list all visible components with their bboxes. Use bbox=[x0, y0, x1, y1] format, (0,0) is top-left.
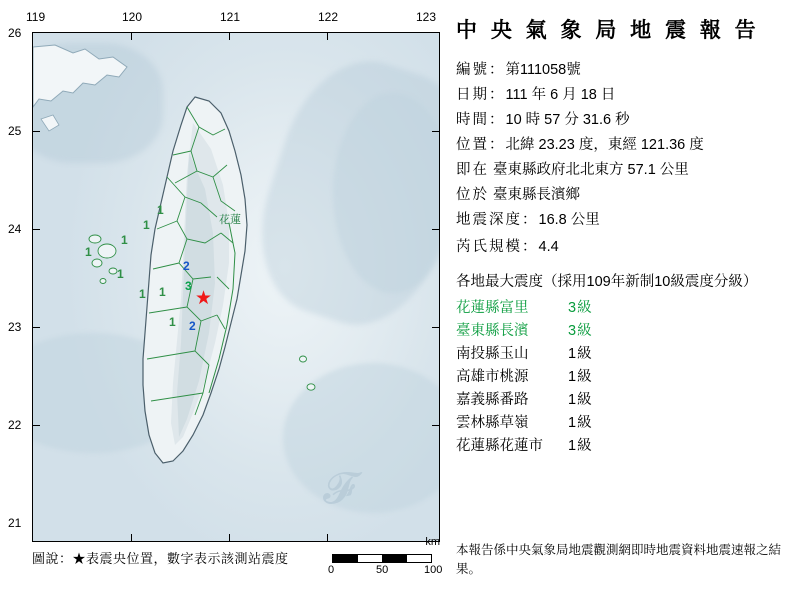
intensity-level: 1級 bbox=[568, 346, 593, 362]
station-intensity: 1 bbox=[85, 245, 92, 259]
field-township-label: 位於 bbox=[456, 187, 489, 203]
field-depth-label: 地震深度： bbox=[456, 212, 539, 228]
epicenter-star-icon: ★ bbox=[195, 288, 213, 309]
field-relative-position-value: 臺東縣政府北北東方 57.1 公里 bbox=[493, 162, 689, 178]
map-legend-caption: 圖說：★表震央位置，數字表示該測站震度 bbox=[32, 551, 289, 566]
field-location bbox=[456, 133, 792, 158]
city-label-hualien: 花蓮 bbox=[219, 214, 241, 226]
field-time-value: 10 時 57 分 31.6 秒 bbox=[505, 112, 630, 128]
y-axis-label-2: 24 bbox=[8, 222, 22, 236]
station-intensity: 1 bbox=[117, 267, 124, 281]
intensity-row bbox=[456, 412, 792, 435]
station-intensity: 1 bbox=[143, 218, 150, 232]
y-axis-label-1: 25 bbox=[8, 124, 22, 138]
field-date bbox=[456, 83, 792, 108]
field-township bbox=[456, 183, 792, 208]
intensity-row bbox=[456, 343, 792, 366]
field-relative-position bbox=[456, 158, 792, 183]
intensity-row bbox=[456, 297, 792, 320]
field-magnitude bbox=[456, 235, 792, 260]
station-intensity: 1 bbox=[169, 315, 176, 329]
field-time-label: 時間： bbox=[456, 112, 506, 128]
intensity-row bbox=[456, 389, 792, 412]
station-intensity: 1 bbox=[159, 285, 166, 299]
scale-tick-0: 0 bbox=[328, 564, 335, 576]
intensity-level: 3級 bbox=[568, 300, 593, 316]
intensity-place: 雲林縣草嶺 bbox=[456, 415, 529, 431]
field-number-value: 第111058號 bbox=[505, 62, 581, 78]
axis-tick bbox=[229, 33, 230, 40]
y-axis-label-0: 26 bbox=[8, 26, 22, 40]
axis-tick bbox=[33, 229, 40, 230]
x-axis-label-2: 121 bbox=[220, 10, 241, 24]
axis-tick bbox=[131, 534, 132, 541]
y-axis-label-3: 23 bbox=[8, 320, 22, 334]
report-panel bbox=[456, 14, 792, 458]
axis-tick bbox=[432, 425, 439, 426]
scale-bar-graphic bbox=[332, 554, 432, 563]
field-depth-value: 16.8 公里 bbox=[538, 212, 600, 228]
field-township-value: 臺東縣長濱鄉 bbox=[493, 187, 581, 203]
field-time bbox=[456, 108, 792, 133]
offshore-islands bbox=[295, 351, 325, 411]
y-axis-label-5: 21 bbox=[8, 516, 22, 530]
x-axis-label-0: 119 bbox=[26, 10, 46, 24]
report-footnote: 本報告係中央氣象局地震觀測網即時地震資料地震速報之結果。 bbox=[456, 543, 782, 576]
axis-tick bbox=[33, 327, 40, 328]
intensity-row bbox=[456, 366, 792, 389]
axis-tick bbox=[327, 33, 328, 40]
station-intensity: 1 bbox=[139, 287, 146, 301]
intensity-row bbox=[456, 435, 792, 458]
field-location-value: 北緯 23.23 度，東經 121.36 度 bbox=[505, 137, 704, 153]
field-date-label: 日期： bbox=[456, 87, 506, 103]
intensity-place: 高雄市桃源 bbox=[456, 369, 529, 385]
station-intensity: 1 bbox=[157, 203, 164, 217]
axis-tick bbox=[327, 534, 328, 541]
field-magnitude-value: 4.4 bbox=[538, 239, 559, 255]
station-intensity: 2 bbox=[183, 259, 190, 273]
intensity-level: 1級 bbox=[568, 392, 593, 408]
axis-tick bbox=[432, 229, 439, 230]
intensity-place: 花蓮縣富里 bbox=[456, 300, 529, 316]
intensity-level: 1級 bbox=[568, 438, 593, 454]
axis-tick bbox=[432, 327, 439, 328]
agency-watermark: 𝓕 bbox=[323, 463, 356, 514]
axis-tick bbox=[432, 131, 439, 132]
scale-unit-label: km bbox=[425, 536, 440, 548]
intensity-place: 嘉義縣番路 bbox=[456, 392, 529, 408]
map-panel bbox=[8, 8, 448, 592]
field-date-value: 111 年 6 月 18 日 bbox=[505, 87, 616, 103]
scale-tick-50: 50 bbox=[376, 564, 389, 576]
intensity-place: 花蓮縣花蓮市 bbox=[456, 438, 543, 454]
station-intensity: 1 bbox=[121, 233, 128, 247]
y-axis-label-4: 22 bbox=[8, 418, 22, 432]
field-magnitude-label: 芮氏規模： bbox=[456, 239, 539, 255]
x-axis-label-1: 120 bbox=[122, 10, 143, 24]
x-axis-label-3: 122 bbox=[318, 10, 339, 24]
axis-tick bbox=[33, 425, 40, 426]
intensity-place: 南投縣玉山 bbox=[456, 346, 529, 362]
axis-tick bbox=[229, 534, 230, 541]
field-number-label: 編號： bbox=[456, 62, 506, 78]
intensity-level: 1級 bbox=[568, 369, 593, 385]
field-location-label: 位置： bbox=[456, 137, 506, 153]
station-intensity: 2 bbox=[189, 319, 196, 333]
station-intensity: 3 bbox=[185, 279, 192, 293]
map-canvas[interactable] bbox=[32, 32, 440, 542]
field-relative-position-label: 即在 bbox=[456, 162, 489, 178]
report-title: 中 央 氣 象 局 地 震 報 告 bbox=[456, 19, 760, 42]
intensity-level: 1級 bbox=[568, 415, 593, 431]
intensity-heading: 各地最大震度（採用109年新制10級震度分級） bbox=[456, 274, 758, 290]
intensity-row bbox=[456, 320, 792, 343]
scale-tick-100: 100 bbox=[424, 564, 443, 576]
x-axis-label-4: 123 bbox=[416, 10, 437, 24]
field-number bbox=[456, 58, 792, 83]
intensity-level: 3級 bbox=[568, 323, 593, 339]
field-depth bbox=[456, 208, 792, 233]
intensity-place: 臺東縣長濱 bbox=[456, 323, 529, 339]
